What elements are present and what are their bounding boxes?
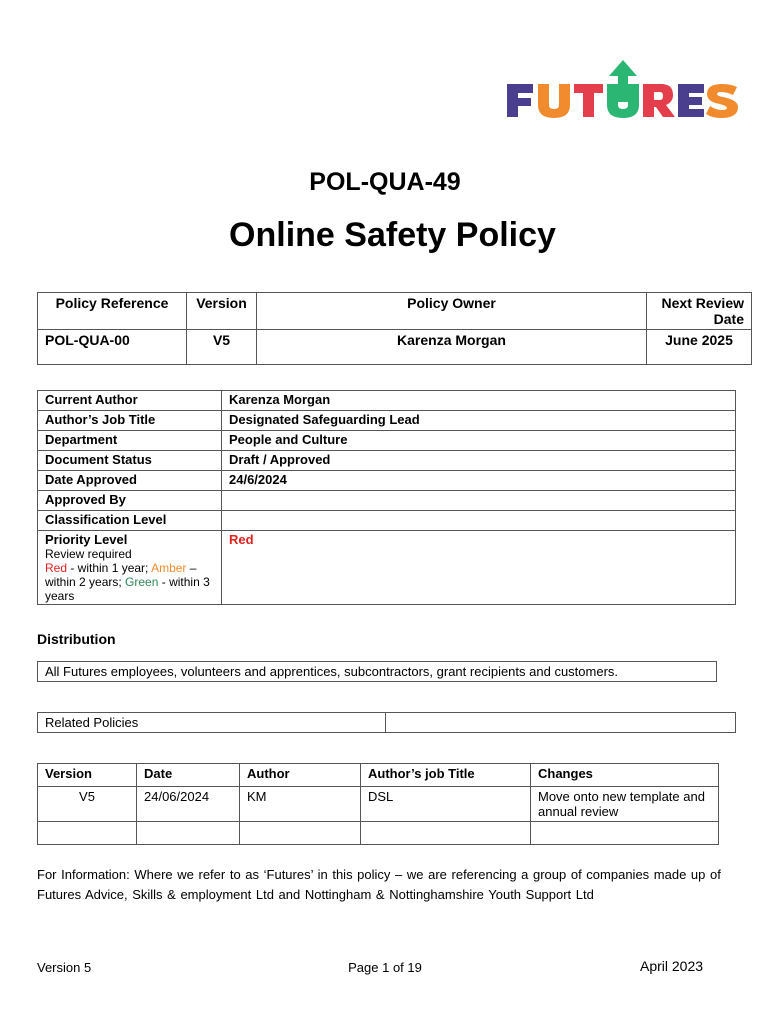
green-text: - within 3 years: [45, 575, 210, 603]
footer-page-number: Page 1 of 19: [348, 960, 422, 975]
related-policies-value: [386, 713, 736, 733]
version-history-table: [37, 763, 719, 845]
table-row: [38, 491, 736, 511]
policy-owner-value: Karenza Morgan: [257, 330, 647, 365]
date-approved-label: Date Approved: [38, 471, 222, 491]
classification-level-value: [222, 511, 736, 531]
information-note: For Information: Where we refer to as ‘Futures’ in this policy – we are referencing a group of companies made up of Futures Advice, Skills & employment Ltd and Nottingham & Nottinghamshire Youth Support Ltd: [37, 867, 721, 902]
author-col-header: Author: [240, 764, 361, 787]
author-cell: [240, 822, 361, 845]
priority-level-value: Red: [222, 531, 736, 605]
distribution-table: [37, 661, 717, 682]
table-row: [38, 451, 736, 471]
job-title-cell: [361, 822, 531, 845]
related-policies-table: [37, 712, 736, 733]
amber-text: – within 2 years;: [45, 561, 197, 589]
table-row: [38, 787, 719, 822]
footer-date: April 2023: [640, 958, 704, 974]
classification-level-label: Classification Level: [38, 511, 222, 531]
author-cell: KM: [240, 787, 361, 822]
table-row: [38, 431, 736, 451]
job-title-value: Designated Safeguarding Lead: [222, 411, 736, 431]
table-row: [38, 471, 736, 491]
current-author-value: Karenza Morgan: [222, 391, 736, 411]
job-title-label: Author’s Job Title: [38, 411, 222, 431]
job-title-col-header: Author’s job Title: [361, 764, 531, 787]
policy-reference-value: POL-QUA-00: [38, 330, 187, 365]
table-row: [38, 411, 736, 431]
approved-by-value: [222, 491, 736, 511]
document-title: Online Safety Policy: [229, 216, 556, 254]
job-title-cell: DSL: [361, 787, 531, 822]
approved-by-label: Approved By: [38, 491, 222, 511]
table-row: [38, 531, 736, 605]
table-row: [38, 511, 736, 531]
version-cell: [38, 822, 137, 845]
changes-cell: Move onto new template and annual review: [531, 787, 719, 822]
version-col-header: Version: [38, 764, 137, 787]
document-code: POL-QUA-49: [309, 168, 461, 196]
version-value: V5: [187, 330, 257, 365]
red-word: Red: [45, 561, 68, 575]
document-status-value: Draft / Approved: [222, 451, 736, 471]
policy-owner-header: Policy Owner: [257, 293, 647, 330]
table-row: [38, 391, 736, 411]
related-policies-label: Related Policies: [38, 713, 386, 733]
review-required-text: Review required: [45, 547, 132, 561]
document-details-table: [37, 390, 736, 605]
footer-version: Version 5: [37, 960, 92, 975]
next-review-date-header: Next Review Date: [647, 293, 752, 330]
department-label: Department: [38, 431, 222, 451]
document-status-label: Document Status: [38, 451, 222, 471]
date-col-header: Date: [137, 764, 240, 787]
policy-reference-header: Policy Reference: [38, 293, 187, 330]
date-cell: [137, 822, 240, 845]
next-review-date-value: June 2025: [647, 330, 752, 365]
priority-level-cell: [38, 531, 222, 605]
priority-level-label: Priority Level: [45, 532, 128, 547]
department-value: People and Culture: [222, 431, 736, 451]
current-author-label: Current Author: [38, 391, 222, 411]
green-word: Green: [125, 575, 159, 589]
date-approved-value: 24/6/2024: [222, 471, 736, 491]
changes-cell: [531, 822, 719, 845]
policy-reference-table: [37, 292, 752, 365]
version-cell: V5: [38, 787, 137, 822]
distribution-heading: Distribution: [37, 631, 116, 647]
date-cell: 24/06/2024: [137, 787, 240, 822]
version-header: Version: [187, 293, 257, 330]
priority-level-note: [45, 547, 214, 603]
distribution-text: All Futures employees, volunteers and apprentices, subcontractors, grant recipients and customers.: [38, 662, 717, 682]
table-row: [38, 822, 719, 845]
changes-col-header: Changes: [531, 764, 719, 787]
amber-word: Amber: [151, 561, 187, 575]
red-text: - within 1 year;: [67, 561, 152, 575]
futures-logo: [505, 60, 740, 120]
